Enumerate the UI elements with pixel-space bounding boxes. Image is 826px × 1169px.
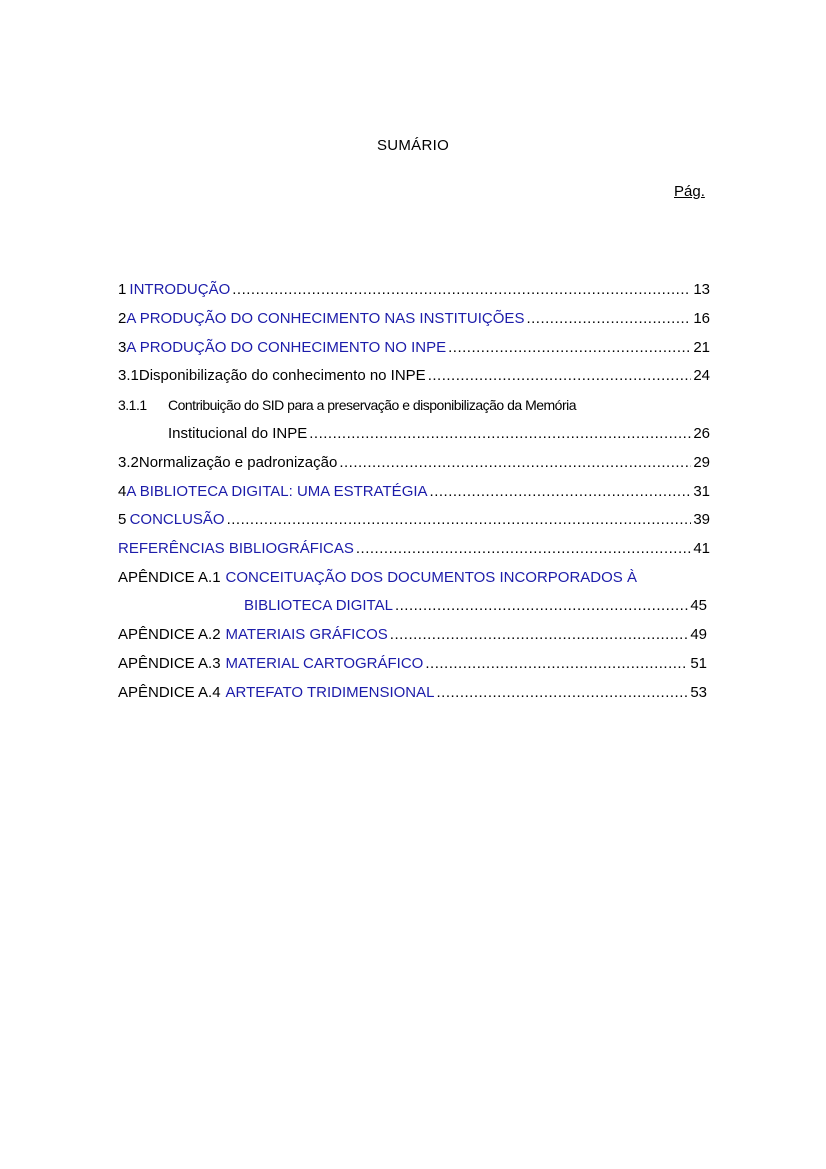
toc-number: 1	[118, 281, 127, 298]
toc-entry[interactable]	[118, 278, 710, 300]
toc-entry-line1[interactable]	[118, 566, 710, 588]
appendix-prefix: APÊNDICE A.1	[118, 569, 221, 586]
toc-page-number: 24	[693, 367, 710, 384]
toc-page-number: 45	[690, 597, 707, 614]
toc-number: 5	[118, 511, 127, 528]
toc-link[interactable]: A BIBLIOTECA DIGITAL: UMA ESTRATÉGIA	[126, 483, 428, 500]
appendix-prefix: APÊNDICE A.2	[118, 626, 221, 643]
toc-number: 3.1	[118, 367, 139, 384]
toc-page-number: 29	[693, 454, 710, 471]
toc-page-number: 51	[690, 655, 707, 672]
toc-link[interactable]: REFERÊNCIAS BIBLIOGRÁFICAS	[118, 540, 354, 557]
leader-dots	[339, 453, 691, 473]
page-title: SUMÁRIO	[376, 137, 450, 154]
leader-dots	[356, 539, 691, 559]
toc-link[interactable]: MATERIAL CARTOGRÁFICO	[225, 655, 424, 672]
toc-page-number: 41	[693, 540, 710, 557]
toc-number: 3	[118, 339, 127, 356]
leader-dots	[436, 683, 688, 703]
toc-link[interactable]: Normalização e padronização	[138, 454, 338, 471]
toc-page-number: 39	[693, 511, 710, 528]
toc-link[interactable]: INTRODUÇÃO	[129, 281, 231, 298]
toc-page-number: 16	[693, 310, 710, 327]
leader-dots	[309, 424, 691, 444]
toc-link[interactable]: Institucional do INPE	[168, 425, 308, 442]
toc-page-number: 26	[693, 425, 710, 442]
toc-entry-line2[interactable]	[168, 422, 710, 444]
leader-dots	[227, 510, 692, 530]
leader-dots	[390, 625, 689, 645]
toc-page-number: 31	[693, 483, 710, 500]
toc-entry[interactable]	[118, 508, 710, 530]
toc-entry[interactable]	[118, 537, 710, 559]
toc-entry[interactable]	[118, 364, 710, 386]
toc-link[interactable]: CONCEITUAÇÃO DOS DOCUMENTOS INCORPORADOS À	[225, 569, 637, 586]
toc-page-number: 53	[690, 684, 707, 701]
leader-dots	[428, 366, 692, 386]
appendix-prefix: APÊNDICE A.3	[118, 655, 221, 672]
appendix-prefix: APÊNDICE A.4	[118, 684, 221, 701]
toc-entry[interactable]	[118, 652, 707, 674]
toc-link[interactable]: A PRODUÇÃO DO CONHECIMENTO NO INPE	[126, 339, 447, 356]
toc-link[interactable]: MATERIAIS GRÁFICOS	[225, 626, 388, 643]
toc-number: 4	[118, 483, 127, 500]
toc-link[interactable]: A PRODUÇÃO DO CONHECIMENTO NAS INSTITUIÇÕES	[126, 310, 525, 327]
leader-dots	[526, 309, 691, 329]
toc-page-number: 21	[693, 339, 710, 356]
leader-dots	[425, 654, 688, 674]
toc-entry[interactable]	[118, 336, 710, 358]
toc-entry[interactable]	[118, 307, 710, 329]
toc-entry-line1[interactable]	[118, 393, 710, 415]
leader-dots	[395, 596, 688, 616]
page-column-label: Pág.	[674, 183, 705, 200]
toc-entry-line2[interactable]	[244, 594, 707, 616]
toc-number: 3.2	[118, 454, 139, 471]
toc-number: 3.1.1	[118, 397, 147, 413]
toc-entry[interactable]	[118, 623, 707, 645]
toc-entry[interactable]	[118, 681, 707, 703]
toc-link[interactable]: ARTEFATO TRIDIMENSIONAL	[225, 684, 435, 701]
toc-link[interactable]: Disponibilização do conhecimento no INPE	[138, 367, 426, 384]
toc-link[interactable]: BIBLIOTECA DIGITAL	[244, 597, 393, 614]
toc-page-number: 13	[693, 281, 710, 298]
toc-page-number: 49	[690, 626, 707, 643]
toc-number: 2	[118, 310, 127, 327]
toc-link[interactable]: Contribuição do SID para a preservação e disponibilização da Memória	[168, 397, 577, 413]
toc-link[interactable]: CONCLUSÃO	[129, 511, 225, 528]
leader-dots	[430, 482, 692, 502]
leader-dots	[232, 280, 691, 300]
toc-entry[interactable]	[118, 451, 710, 473]
toc-entry[interactable]	[118, 480, 710, 502]
leader-dots	[448, 338, 691, 358]
